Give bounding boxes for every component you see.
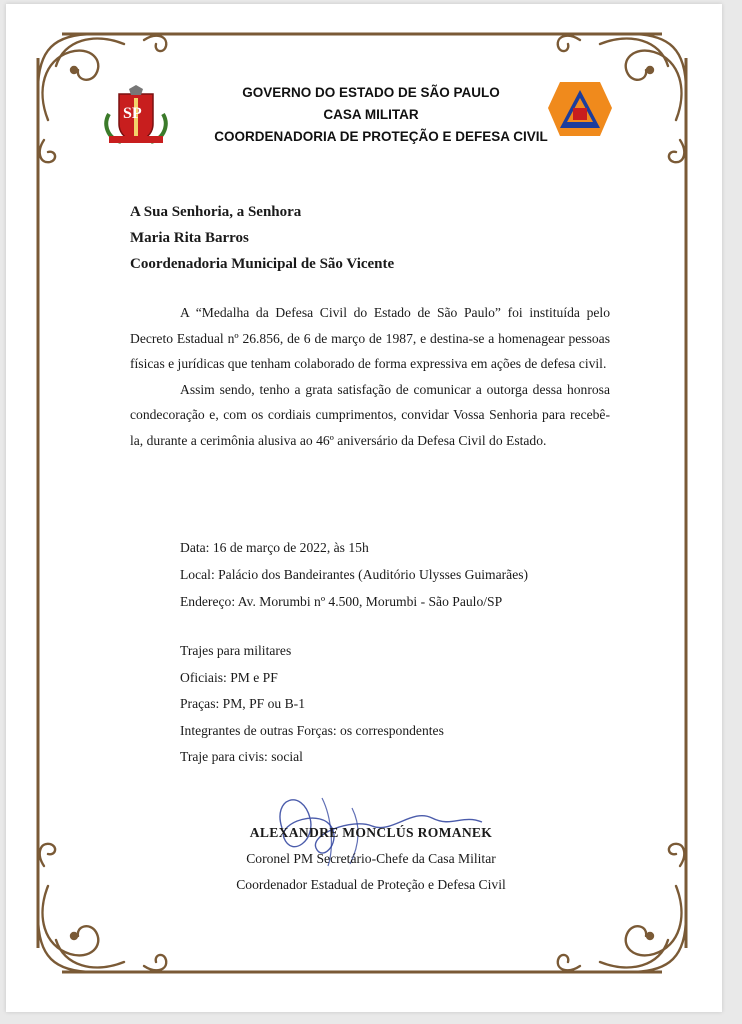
signature-block	[0, 820, 742, 898]
body-paragraph: A “Medalha da Defesa Civil do Estado de São Paulo” foi instituída pelo Decreto Estadual nº 26.856, de 6 de março de 1987, e destina-se a homenagear pessoas físicas e jurídicas que tenham colaborado de forma expressiva em ações de defesa civil.	[130, 305, 610, 371]
event-date: Data: 16 de março de 2022, às 15h	[180, 540, 369, 555]
dress-code-item: Traje para civis: social	[180, 749, 303, 764]
addressee-salutation: A Sua Senhoria, a Senhora	[130, 204, 302, 220]
event-location: Local: Palácio dos Bandeirantes (Auditório Ulysses Guimarães)	[180, 567, 529, 582]
header-government: GOVERNO DO ESTADO DE SÃO PAULO	[242, 85, 500, 100]
signatory-name: ALEXANDRE MONCLÚS ROMANEK	[249, 825, 493, 840]
header-coordenadoria: COORDENADORIA DE PROTEÇÃO E DEFESA CIVIL	[214, 129, 548, 144]
dress-code-item: Oficiais: PM e PF	[180, 669, 278, 685]
letter-body	[130, 300, 610, 453]
dress-code-item: Integrantes de outras Forças: os correspondentes	[180, 722, 444, 738]
sp-emblem-letters: SP	[123, 105, 142, 122]
header-casa-militar: CASA MILITAR	[323, 107, 419, 122]
dress-code-block	[180, 638, 444, 771]
letterhead	[0, 82, 742, 148]
addressee-block	[130, 199, 394, 277]
signatory-title: Coordenador Estadual de Proteção e Defesa Civil	[236, 877, 506, 892]
event-address: Endereço: Av. Morumbi nº 4.500, Morumbi - São Paulo/SP	[180, 594, 503, 609]
body-paragraph: Assim sendo, tenho a grata satisfação de comunicar a outorga dessa honrosa condecoração e, com os cordiais cumprimentos, convidar Vossa Senhoria para recebê-la, durante a cerimônia alusiva ao 46º aniversário da Defesa Civil do Estado.	[130, 381, 610, 448]
event-details	[180, 534, 528, 615]
dress-code-item: Praças: PM, PF ou B-1	[180, 696, 305, 711]
addressee-name: Maria Rita Barros	[130, 230, 249, 246]
signatory-title: Coronel PM Secretário-Chefe da Casa Militar	[246, 851, 496, 866]
addressee-organization: Coordenadoria Municipal de São Vicente	[130, 256, 395, 272]
dress-code-title: Trajes para militares	[180, 643, 292, 658]
